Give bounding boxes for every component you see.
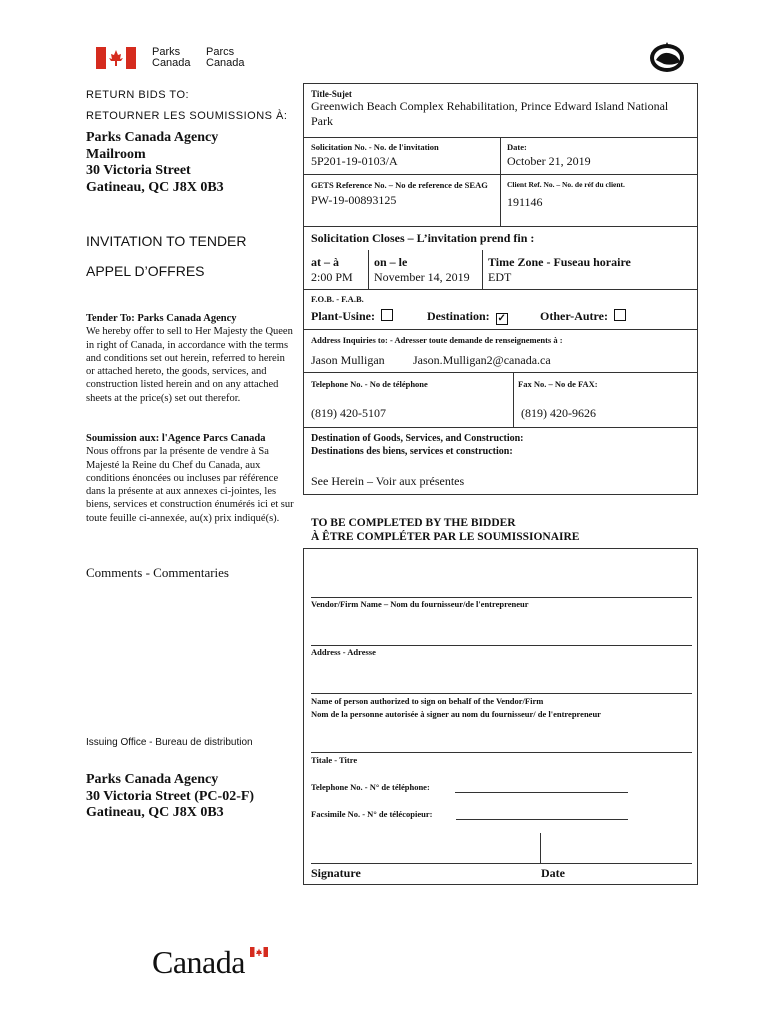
plant-checkbox[interactable] bbox=[381, 309, 393, 321]
vendor-name-line[interactable] bbox=[311, 597, 692, 598]
logo-fr-line2: Canada bbox=[206, 57, 245, 69]
inquiries-label: Address Inquiries to: - Adresser toute demande de renseignements à : bbox=[311, 335, 563, 345]
issuing-address-line: Gatineau, QC J8X 0B3 bbox=[86, 805, 224, 820]
fob-label: F.O.B. - F.A.B. bbox=[311, 294, 364, 304]
signature-line[interactable] bbox=[311, 863, 692, 864]
solicitation-value: 5P201-19-0103/A bbox=[311, 154, 398, 168]
at-value: 2:00 PM bbox=[311, 270, 353, 284]
inquiries-email[interactable]: Jason.Mulligan2@canada.ca bbox=[413, 353, 551, 367]
plant-option[interactable] bbox=[311, 309, 393, 324]
bidder-fax-line[interactable] bbox=[456, 819, 628, 820]
logo-en-line2: Canada bbox=[152, 57, 191, 69]
other-label: Other-Autre: bbox=[540, 309, 608, 323]
return-address-line: Parks Canada Agency bbox=[86, 130, 219, 145]
timezone-label: Time Zone - Fuseau horaire bbox=[488, 255, 631, 269]
authorized-name-line[interactable] bbox=[311, 693, 692, 694]
date-value: October 21, 2019 bbox=[507, 154, 591, 168]
at-label: at – à bbox=[311, 255, 339, 269]
timezone-value: EDT bbox=[488, 270, 512, 284]
address-label: Address - Adresse bbox=[311, 647, 376, 657]
destination-goods-fr: Destinations des biens, services et construction: bbox=[311, 445, 513, 457]
destination-label: Destination: bbox=[427, 309, 490, 323]
signature-date-label: Date bbox=[541, 866, 565, 880]
signature-label: Signature bbox=[311, 866, 361, 880]
beaver-emblem-icon bbox=[648, 40, 686, 74]
issuing-address bbox=[86, 772, 254, 822]
plant-label: Plant-Usine: bbox=[311, 309, 375, 323]
return-bids-fr: RETOURNER LES SOUMISSIONS À: bbox=[86, 110, 288, 122]
destination-checkbox[interactable]: ✓ bbox=[497, 313, 506, 324]
invitation-fr: APPEL D’OFFRES bbox=[86, 263, 205, 279]
fax-label: Fax No. – No de FAX: bbox=[518, 379, 598, 389]
title-line[interactable] bbox=[311, 752, 692, 753]
client-ref-value: 191146 bbox=[507, 195, 543, 209]
soumission-title: Soumission aux: l'Agence Parcs Canada bbox=[86, 433, 266, 444]
title-value: Greenwich Beach Complex Rehabilitation, Prince Edward Island National Park bbox=[311, 99, 669, 128]
bidder-title-label: Titale - Titre bbox=[311, 755, 358, 765]
address-line[interactable] bbox=[311, 645, 692, 646]
closes-label: Solicitation Closes – L’invitation prend fin : bbox=[311, 231, 535, 245]
date-label: Date: bbox=[507, 142, 527, 152]
canada-wordmark bbox=[152, 944, 272, 980]
return-bids-en: RETURN BIDS TO: bbox=[86, 89, 190, 101]
issuing-office-label: Issuing Office - Bureau de distribution bbox=[86, 737, 253, 748]
title-label: Title-Sujet bbox=[311, 89, 352, 99]
logo-en-line1: Parks bbox=[152, 46, 181, 58]
canada-flag-icon bbox=[96, 47, 136, 69]
on-value: November 14, 2019 bbox=[374, 270, 470, 284]
bidder-heading-en: TO BE COMPLETED BY THE BIDDER bbox=[311, 517, 516, 529]
solicitation-label: Solicitation No. - No. de l'invitation bbox=[311, 142, 439, 152]
authorized-label-fr: Nom de la personne autorisée à signer au nom du fournisseur/ de l'entrepreneur bbox=[311, 708, 601, 719]
gets-label: GETS Reference No. – No de reference de SEAG bbox=[311, 180, 488, 190]
tender-to-body: We hereby offer to sell to Her Majesty the Queen in right of Canada, in accordance with the terms and conditions set out herein, referred to herein or attached hereto, the goods, services, and construction listed herein and on any attached sheets at the price(s) set out therefor. bbox=[86, 326, 293, 404]
parks-canada-logo bbox=[96, 47, 256, 71]
phone-value: (819) 420-5107 bbox=[311, 406, 386, 420]
return-address-line: 30 Victoria Street bbox=[86, 163, 191, 178]
tender-to-title: Tender To: Parks Canada Agency bbox=[86, 313, 237, 324]
destination-goods-value: See Herein – Voir aux présentes bbox=[311, 474, 465, 488]
return-address bbox=[86, 130, 224, 196]
destination-goods-en: Destination of Goods, Services, and Construction: bbox=[311, 433, 524, 444]
client-ref-label: Client Ref. No. – No. de réf du client. bbox=[507, 180, 625, 189]
issuing-address-line: Parks Canada Agency bbox=[86, 772, 219, 787]
fax-value: (819) 420-9626 bbox=[521, 406, 596, 420]
issuing-address-line: 30 Victoria Street (PC-02-F) bbox=[86, 788, 255, 804]
bidder-fax-label: Facsimile No. - N° de télécopieur: bbox=[311, 809, 433, 819]
logo-fr-line1: Parcs bbox=[206, 46, 235, 58]
comments-label: Comments - Commentaries bbox=[86, 565, 229, 580]
bidder-phone-label: Telephone No. - N° de téléphone: bbox=[311, 782, 430, 792]
bidder-phone-line[interactable] bbox=[455, 792, 628, 793]
vendor-name-label: Vendor/Firm Name – Nom du fournisseur/de l'entrepreneur bbox=[311, 599, 529, 609]
inquiries-name: Jason Mulligan bbox=[311, 353, 385, 367]
gets-value: PW-19-00893125 bbox=[311, 193, 397, 207]
bidder-heading-fr: À ÊTRE COMPLÉTER PAR LE SOUMISSIONAIRE bbox=[311, 531, 580, 543]
authorized-label-en: Name of person authorized to sign on behalf of the Vendor/Firm bbox=[311, 696, 544, 706]
other-checkbox[interactable] bbox=[614, 309, 626, 321]
on-label: on – le bbox=[374, 255, 408, 269]
return-address-line: Gatineau, QC J8X 0B3 bbox=[86, 179, 224, 195]
other-option[interactable] bbox=[540, 309, 626, 324]
phone-label: Telephone No. - No de téléphone bbox=[311, 379, 428, 389]
destination-option[interactable] bbox=[427, 309, 508, 325]
invitation-en: INVITATION TO TENDER bbox=[86, 233, 247, 249]
soumission-body: Nous offrons par la présente de vendre à Sa Majesté la Reine du Chef du Canada, aux conditions énoncées ou incluses par référence dans la présente at aux annexes ci-jointes, les biens, services et construction énumérés ici et sur toute feuille ci-annexée, au(x) prix indiqué(s). bbox=[86, 446, 294, 524]
return-address-line: Mailroom bbox=[86, 146, 146, 162]
canada-wordmark-text: Canada bbox=[152, 944, 245, 980]
wordmark-flag-icon bbox=[250, 947, 268, 957]
